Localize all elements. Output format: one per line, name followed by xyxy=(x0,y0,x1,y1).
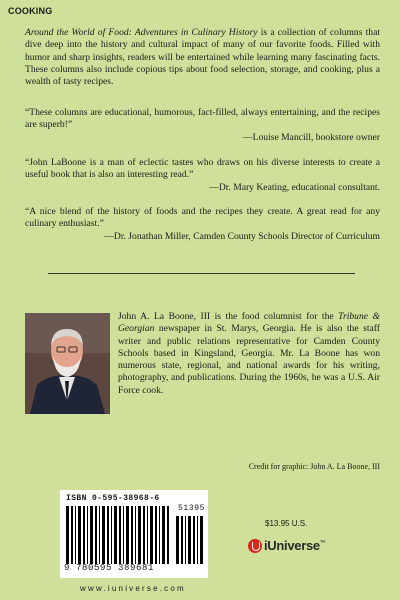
author-bio xyxy=(118,311,380,397)
barcode-bar xyxy=(119,506,121,564)
publisher-logo xyxy=(248,538,326,553)
barcode-bar xyxy=(150,506,153,564)
barcode-bar xyxy=(143,506,145,564)
barcode-bar xyxy=(90,506,93,564)
testimonial-attribution: —Louise Mancill, bookstore owner xyxy=(243,131,380,143)
barcode-bar xyxy=(167,506,169,564)
testimonial-attribution: —Dr. Jonathan Miller, Camden County Schools Director of Curriculum xyxy=(104,230,380,242)
trademark-mark: ™ xyxy=(319,540,326,547)
barcode-bar xyxy=(135,506,136,564)
testimonial-text: “John LaBoone is a man of eclectic tastes who draws on his diverse interests to create a useful book that is also an interesting read.” xyxy=(25,157,380,181)
barcode-bar xyxy=(71,506,73,564)
testimonial-text: “A nice blend of the history of foods and the recipes they create. A great read for any culinary enthusiast.” xyxy=(25,206,380,230)
barcode-supplement-number: 51395 xyxy=(178,504,206,513)
barcode-bar xyxy=(159,506,160,564)
barcode-bar xyxy=(176,516,179,564)
barcode-bar xyxy=(188,516,191,564)
barcode-bar xyxy=(95,506,97,564)
testimonial-2 xyxy=(25,157,380,194)
barcode-bar xyxy=(131,506,133,564)
graphic-credit: Credit for graphic: John A. La Boone, III xyxy=(248,462,380,471)
barcode-bar xyxy=(147,506,148,564)
testimonial-3 xyxy=(25,206,380,243)
barcode-bar xyxy=(200,516,203,564)
intro-paragraph xyxy=(25,27,380,88)
author-photo xyxy=(25,313,110,414)
barcode-bar xyxy=(197,516,198,564)
barcode-bar xyxy=(66,506,69,564)
barcode-bar xyxy=(114,506,117,564)
barcode-bar xyxy=(87,506,88,564)
newspaper-name: Tribune & Georgian xyxy=(118,311,381,335)
barcode-bar xyxy=(111,506,112,564)
bio-text: newspaper in St. Marys, Georgia. He is also the staff writer and public relations representative for Camden County Schools based in Kingsland, Georgia. Mr. La Boone has won numerous state, regional, and national awards for his writing, photography, and publications. During the 1960s, he was a U.S. Air Force cook. xyxy=(118,323,380,396)
testimonial-1 xyxy=(25,107,380,144)
category-label: COOKING xyxy=(8,6,53,16)
barcode-bar xyxy=(102,506,105,564)
price: $13.95 U.S. xyxy=(265,519,308,528)
barcode-bar xyxy=(107,506,109,564)
book-title: Around the World of Food: Adventures in Culinary History xyxy=(25,27,258,38)
barcode-supplement xyxy=(176,516,204,564)
barcode-bar xyxy=(155,506,157,564)
barcode-bar xyxy=(123,506,124,564)
website-url: www.iuniverse.com xyxy=(80,584,186,593)
barcode-bar xyxy=(78,506,81,564)
testimonial-text: “These columns are educational, humorous, fact-filled, always entertaining, and the recipes are superb!” xyxy=(25,107,380,131)
barcode-bar xyxy=(185,516,186,564)
barcode-bar xyxy=(126,506,129,564)
barcode-bar xyxy=(162,506,165,564)
barcode-main xyxy=(66,506,170,564)
publisher-name: iUniverse xyxy=(264,538,320,553)
bio-text: John A. La Boone, III is the food columnist for the xyxy=(118,311,339,322)
isbn-label: ISBN 0-595-38968-6 xyxy=(66,494,160,503)
barcode xyxy=(60,490,208,578)
barcode-bar xyxy=(99,506,100,564)
barcode-bar xyxy=(138,506,141,564)
testimonial-attribution: —Dr. Mary Keating, educational consultant. xyxy=(209,181,380,193)
iuniverse-logo-icon xyxy=(248,539,262,553)
barcode-bar xyxy=(181,516,183,564)
section-divider xyxy=(48,273,355,274)
barcode-bar xyxy=(75,506,76,564)
barcode-bar xyxy=(193,516,195,564)
intro-text: is a collection of columns that dive deep into the history and cultural impact of many of our favorite foods. Filled with humor and sharp insights, readers will be entertained while learning many fascinating facts. These columns also include copious tips about food selection, storage, and cooking, plus a wealth of tasty recipes. xyxy=(25,27,380,88)
barcode-bar xyxy=(83,506,85,564)
barcode-digits: 9 780595 389681 xyxy=(64,563,155,573)
